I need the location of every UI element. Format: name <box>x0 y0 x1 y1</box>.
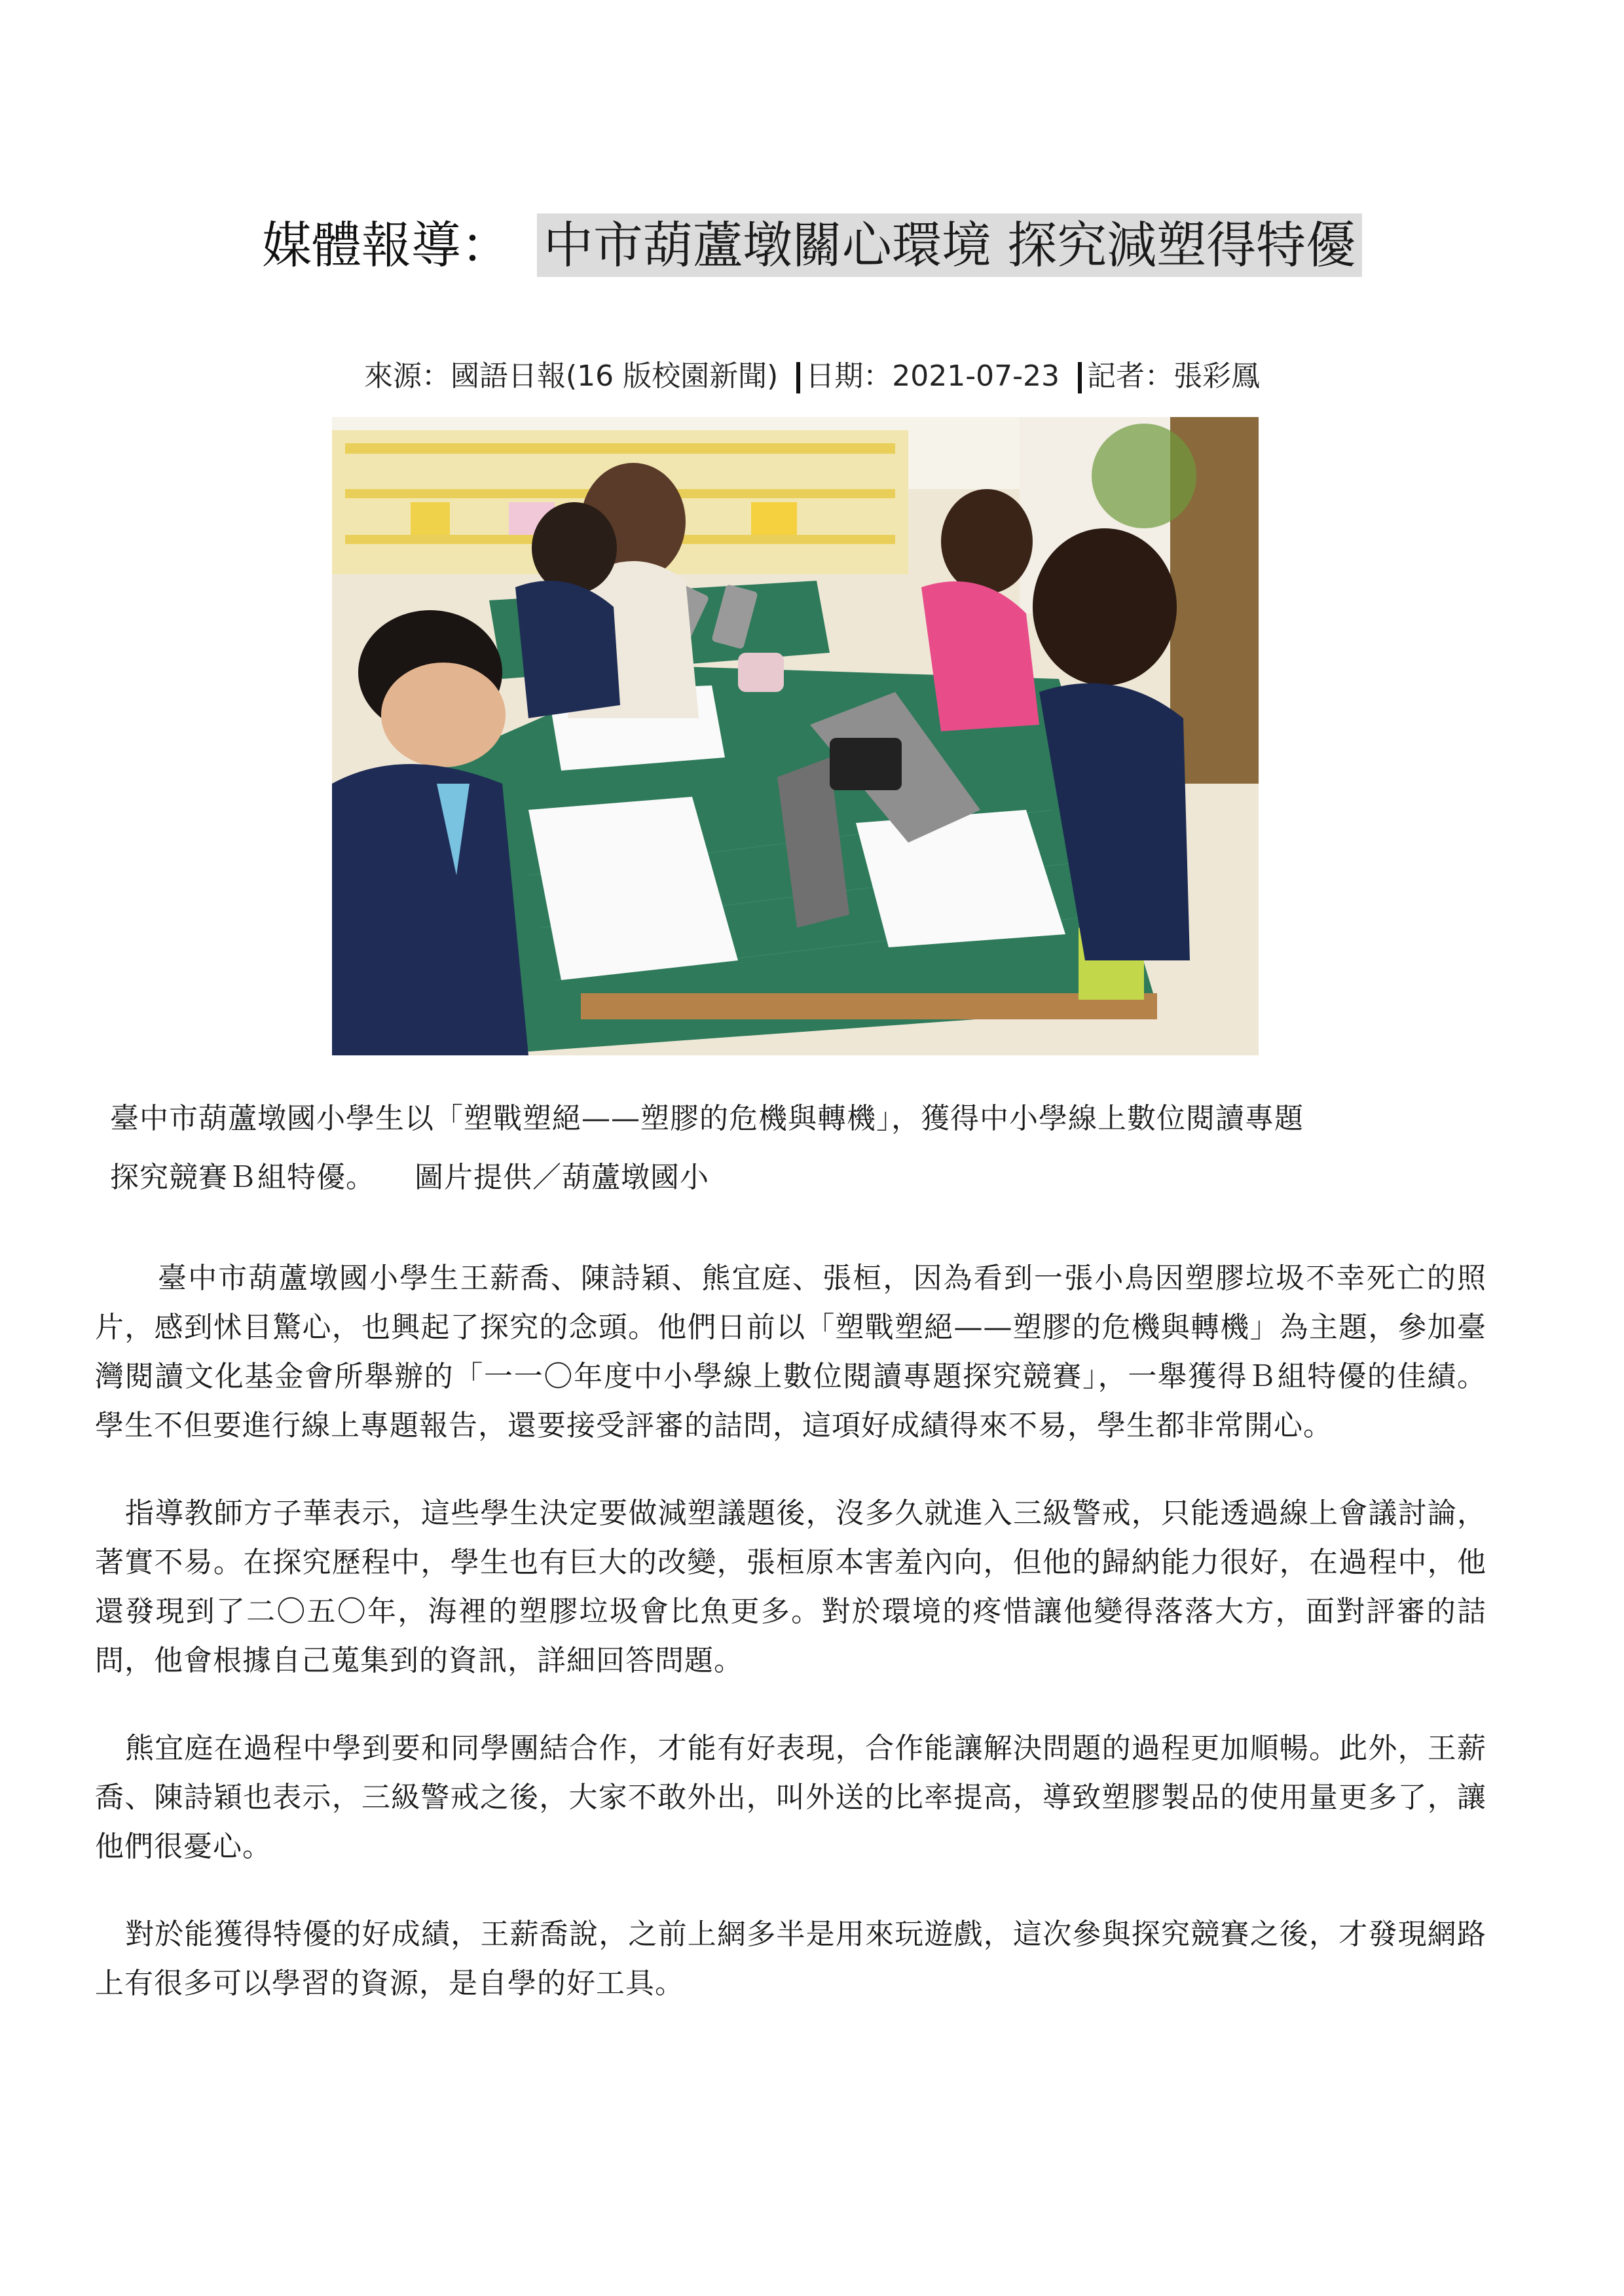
article-body <box>95 1254 1486 2047</box>
photo-caption <box>110 1089 1518 1207</box>
classroom-photo <box>332 417 1259 1055</box>
photo-credit: 圖片提供／葫蘆墩國小 <box>415 1161 709 1194</box>
article-meta <box>0 354 1624 399</box>
article-title <box>0 210 1624 282</box>
caption-line-2 <box>110 1148 1518 1207</box>
caption-line: 臺中市葫蘆墩國小學生以「塑戰塑絕——塑膠的危機與轉機」，獲得中小學線上數位閱讀專題 <box>110 1102 1304 1135</box>
divider <box>796 362 800 393</box>
caption-text: 探究競賽Ｂ組特優。 <box>110 1161 375 1194</box>
reporter-label: 記者：張彩鳳 <box>1087 359 1261 393</box>
paragraph-1: 臺中市葫蘆墩國小學生王薪喬、陳詩穎、熊宜庭、張桓，因為看到一張小鳥因塑膠垃圾不幸死亡的照片，感到怵目驚心，也興起了探究的念頭。他們日前以「塑戰塑絕——塑膠的危機與轉機」為主題，參加臺灣閱讀文化基金會所舉辦的「一一〇年度中小學線上數位閱讀專題探究競賽」，一舉獲得Ｂ組特優的佳績。學生不但要進行線上專題報告，還要接受評審的詰問，這項好成績得來不易，學生都非常開心。 <box>95 1262 1486 1442</box>
paragraph-3: 熊宜庭在過程中學到要和同學團結合作，才能有好表現，合作能讓解決問題的過程更加順暢。此外，王薪喬、陳詩穎也表示，三級警戒之後，大家不敢外出，叫外送的比率提高，導致塑膠製品的使用量更多了，讓他們很憂心。 <box>95 1732 1486 1863</box>
article-photo <box>332 417 1259 1055</box>
paragraph-2: 指導教師方子華表示，這些學生決定要做減塑議題後，沒多久就進入三級警戒，只能透過線上會議討論，著實不易。在探究歷程中，學生也有巨大的改變，張桓原本害羞內向，但他的歸納能力很好，在過程中，他還發現到了二〇五〇年，海裡的塑膠垃圾會比魚更多。對於環境的疼惜讓他變得落落大方，面對評審的詰問，他會根據自己蒐集到的資訊，詳細回答問題。 <box>95 1497 1486 1677</box>
title-prefix: 媒體報導： <box>261 216 511 274</box>
source-label: 來源：國語日報(16 版校園新聞) <box>363 359 779 393</box>
paragraph-4: 對於能獲得特優的好成績，王薪喬說，之前上網多半是用來玩遊戲，這次參與探究競賽之後，才發現網路上有很多可以學習的資源，是自學的好工具。 <box>95 1918 1486 2000</box>
title-main: 中市葫蘆墩關心環境 探究減塑得特優 <box>537 213 1362 277</box>
divider <box>1078 362 1082 393</box>
date-label: 日期：2021-07-23 <box>805 359 1060 393</box>
